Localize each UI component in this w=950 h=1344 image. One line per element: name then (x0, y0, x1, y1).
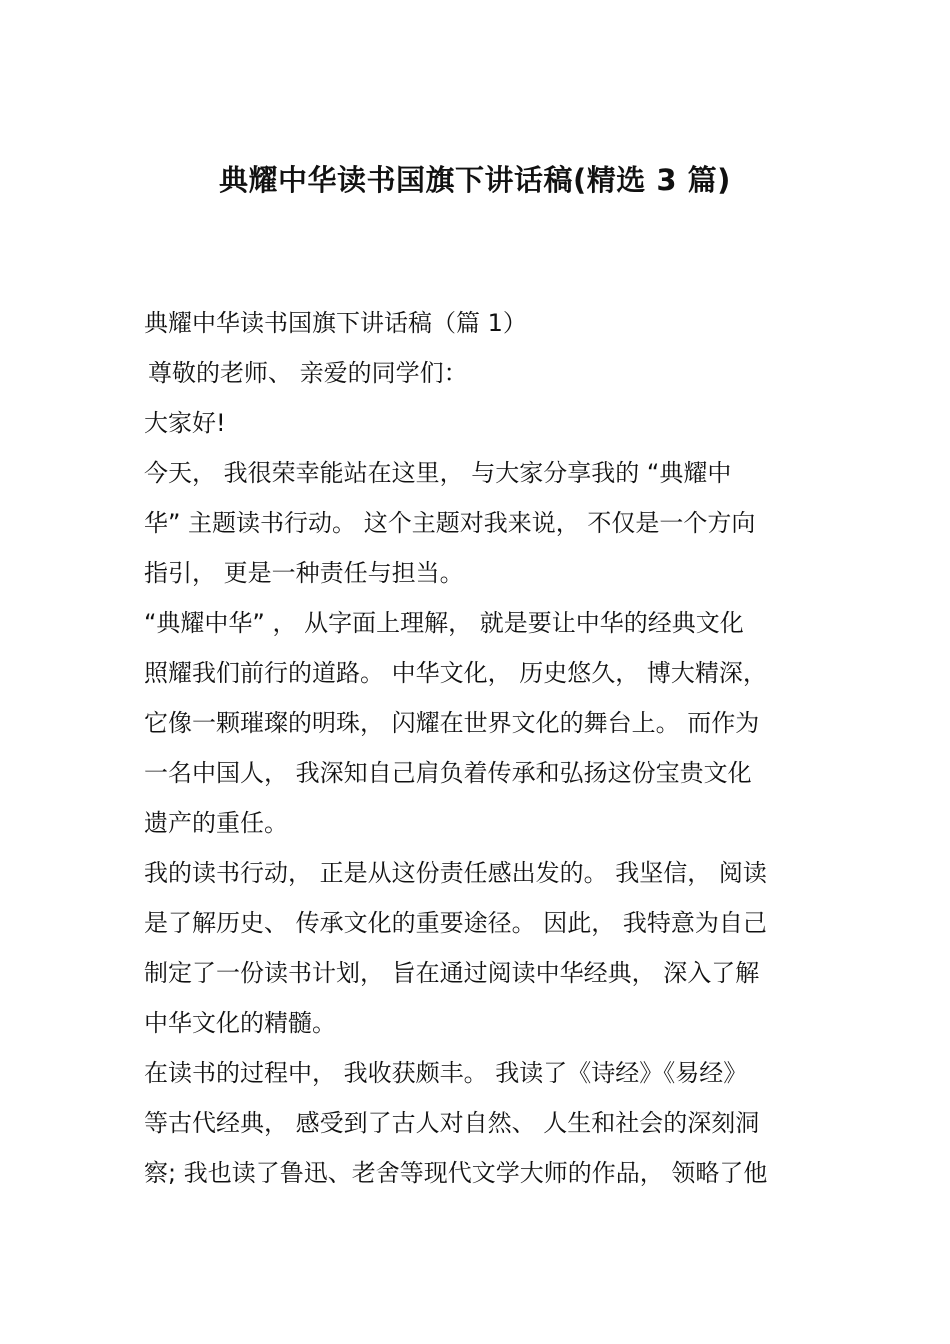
text-line: 中华文化的精髓。 (144, 1009, 336, 1037)
text-line: 在读书的过程中， 我收获颇丰。 我读了《诗经》《易经》 (144, 1059, 748, 1087)
document-title: 典耀中华读书国旗下讲话稿(精选 3 篇) (219, 163, 731, 197)
text-line: 它像一颗璀璨的明珠， 闪耀在世界文化的舞台上。 而作为 (144, 709, 760, 737)
text-line: 等古代经典， 感受到了古人对自然、 人生和社会的深刻洞 (144, 1109, 760, 1137)
text-line: “典耀中华” ， 从字面上理解， 就是要让中华的经典文化 (144, 609, 744, 637)
salutation: 尊敬的老师、 亲爱的同学们： (148, 359, 468, 387)
text-line: 制定了一份读书计划， 旨在通过阅读中华经典， 深入了解 (144, 959, 760, 987)
text-line: 华” 主题读书行动。 这个主题对我来说， 不仅是一个方向 (144, 509, 756, 537)
text-line: 察; 我也读了鲁迅、老舍等现代文学大师的作品， 领略了他 (144, 1159, 768, 1187)
text-line: 指引， 更是一种责任与担当。 (144, 559, 464, 587)
text-line: 是了解历史、 传承文化的重要途径。 因此， 我特意为自己 (144, 909, 767, 937)
text-line: 遗产的重任。 (144, 809, 288, 837)
section-heading: 典耀中华读书国旗下讲话稿（篇 1） (144, 309, 527, 337)
text-line: 今天， 我很荣幸能站在这里， 与大家分享我的 “典耀中 (144, 459, 732, 487)
text-line: 一名中国人， 我深知自己肩负着传承和弘扬这份宝贵文化 (144, 759, 752, 787)
document-body (144, 298, 814, 1198)
text-line: 照耀我们前行的道路。 中华文化， 历史悠久， 博大精深， (144, 659, 767, 687)
text-line: 我的读书行动， 正是从这份责任感出发的。 我坚信， 阅读 (144, 859, 767, 887)
greeting: 大家好! (144, 409, 226, 437)
